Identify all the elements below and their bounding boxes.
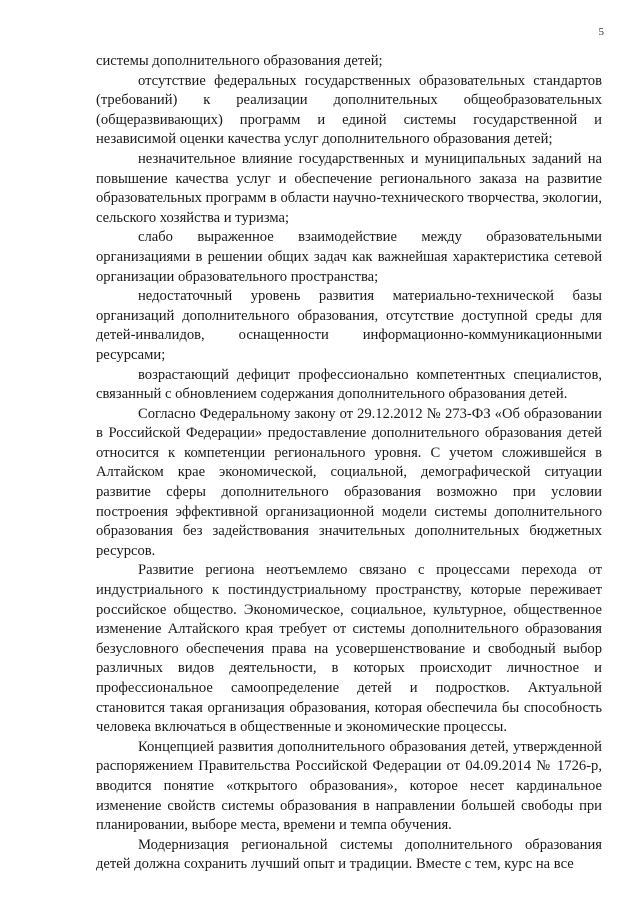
paragraph-7: Согласно Федеральному закону от 29.12.2012 № 273-ФЗ «Об образовании в Российской Федерации» предоставление дополнительного образования детей относится к компетенции регионального уровня. С учетом сложившейся в Алтайском крае экономической, социальной, демографической ситуации развитие сферы дополнительного образования возможно при условии построения эффективной организационной модели системы дополнительного образования без задействования значительных дополнительных бюджетных ресурсов. <box>96 405 602 559</box>
paragraph-4: слабо выраженное взаимодействие между образовательными организациями в решении общих задач как важнейшая характеристика сетевой организации образовательного пространства; <box>96 229 602 285</box>
paragraph-10: Модернизация региональной системы дополнительного образования детей должна сохранить лучший опыт и традиции. Вместе с тем, курс на все <box>96 836 602 873</box>
paragraph-6: возрастающий дефицит профессионально компетентных специалистов, связанный с обновлением содержания дополнительного образования детей. <box>96 366 602 403</box>
page-number: 5 <box>598 26 604 38</box>
paragraph-2: отсутствие федеральных государственных образовательных стандартов (требований) к реализации дополнительных общеобразовательных (общеразвивающих) программ и единой системы государственной и независимой оценки качества услуг дополнительного образования детей; <box>96 72 602 148</box>
paragraph-3: незначительное влияние государственных и муниципальных заданий на повышение качества услуг и обеспечение регионального заказа на развитие образовательных программ в области научно-технического творчества, экологии, сельского хозяйства и туризма; <box>96 150 602 226</box>
paragraph-5: недостаточный уровень развития материально-технической базы организаций дополнительного образования, отсутствие доступной среды для детей-инвалидов, оснащенности информационно-коммуникационными ресурсами; <box>96 288 602 363</box>
paragraph-8: Развитие региона неотъемлемо связано с процессами перехода от индустриального к постиндустриальному пространству, которые переживает российское общество. Экономическое, социальное, культурное, общественное изменение Алтайского края требует от системы дополнительного образования безусловного обеспечения права на усовершенствование и свободный выбор различных видов деятельности, в которых происходит личностное и профессиональное самоопределение детей и подростков. Актуальной становится такая организация образования, которая обеспечила бы способность человека включаться в общественные и экономические процессы. <box>96 562 602 736</box>
paragraph-9: Концепцией развития дополнительного образования детей, утвержденной распоряжением Правительства Российской Федерации от 04.09.2014 № 1726-р, вводится понятие «открытого образования», которое несет кардинальное изменение свойств системы образования в направлении большей свободы при планировании, выборе места, времени и темпа обучения. <box>96 738 602 834</box>
paragraph-1: системы дополнительного образования детей; <box>96 53 383 69</box>
body-text <box>96 52 602 875</box>
